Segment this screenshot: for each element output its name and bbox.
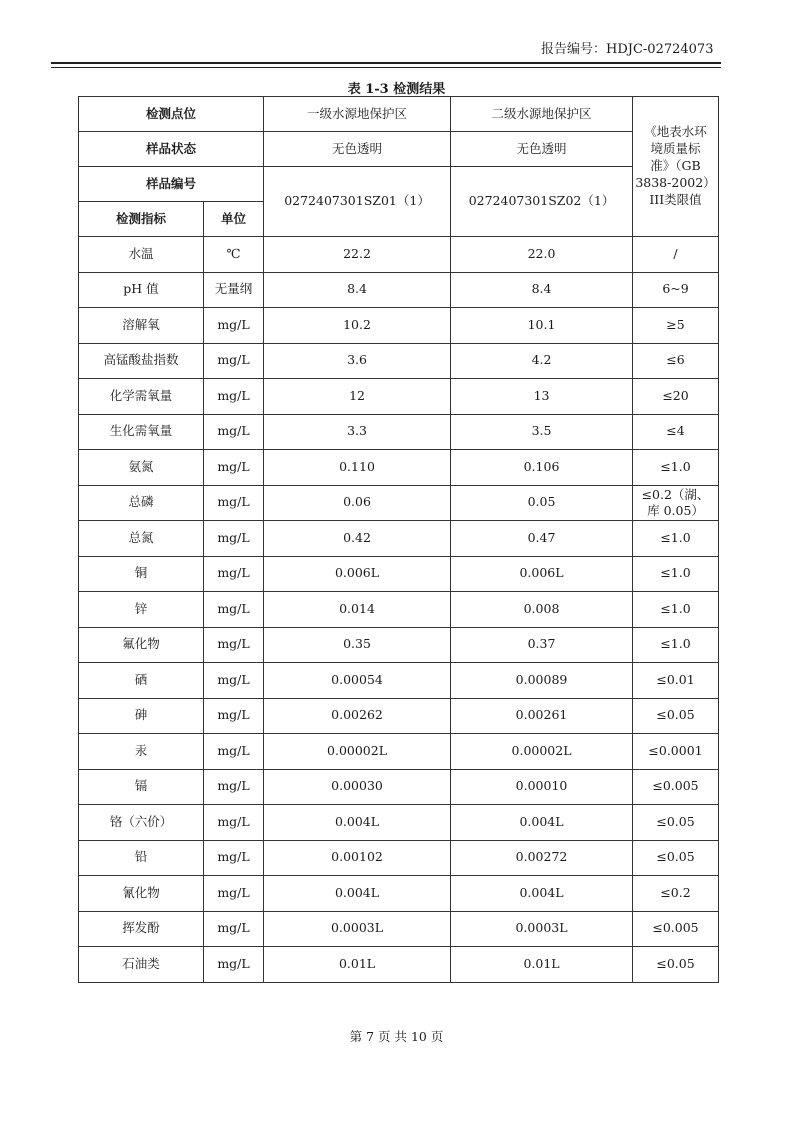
site1-name: 一级水源地保护区 bbox=[264, 97, 451, 132]
site1-value: 22.2 bbox=[264, 237, 451, 273]
limit-cell: ≤4 bbox=[633, 414, 719, 450]
indicator-name: 氨氮 bbox=[79, 450, 204, 486]
unit-cell: 无量纲 bbox=[204, 272, 264, 308]
site2-state: 无色透明 bbox=[451, 132, 633, 167]
site2-value: 13 bbox=[451, 379, 633, 415]
site2-value: 4.2 bbox=[451, 343, 633, 379]
site1-value: 0.014 bbox=[264, 592, 451, 628]
label-unit: 单位 bbox=[204, 202, 264, 237]
indicator-name: 溶解氧 bbox=[79, 308, 204, 344]
label-indicator: 检测指标 bbox=[79, 202, 204, 237]
limit-cell: ≤0.05 bbox=[633, 698, 719, 734]
unit-cell: mg/L bbox=[204, 308, 264, 344]
limit-cell: ≤1.0 bbox=[633, 521, 719, 557]
site2-value: 0.0003L bbox=[451, 911, 633, 947]
site1-value: 0.00262 bbox=[264, 698, 451, 734]
indicator-name: 挥发酚 bbox=[79, 911, 204, 947]
site1-value: 3.3 bbox=[264, 414, 451, 450]
table-row bbox=[79, 698, 719, 734]
table-row bbox=[79, 450, 719, 486]
site2-value: 0.37 bbox=[451, 627, 633, 663]
indicator-name: 水温 bbox=[79, 237, 204, 273]
site1-state: 无色透明 bbox=[264, 132, 451, 167]
page-footer: 第 7 页 共 10 页 bbox=[349, 1029, 444, 1044]
table-row bbox=[79, 414, 719, 450]
table-row bbox=[79, 911, 719, 947]
standard-line5: III类限值 bbox=[649, 191, 702, 207]
limit-cell: ≤0.01 bbox=[633, 663, 719, 699]
report-number: 报告编号：HDJC-02724073 bbox=[541, 42, 714, 57]
site1-value: 0.004L bbox=[264, 805, 451, 841]
unit-cell: mg/L bbox=[204, 769, 264, 805]
standard-header bbox=[633, 97, 719, 237]
unit-cell: mg/L bbox=[204, 521, 264, 557]
limit-cell: ≥5 bbox=[633, 308, 719, 344]
site1-value: 0.00030 bbox=[264, 769, 451, 805]
label-state: 样品状态 bbox=[79, 132, 264, 167]
standard-line3: 准》（GB bbox=[650, 158, 701, 174]
site2-value: 8.4 bbox=[451, 272, 633, 308]
unit-cell: mg/L bbox=[204, 840, 264, 876]
unit-cell: mg/L bbox=[204, 592, 264, 628]
indicator-name: 化学需氧量 bbox=[79, 379, 204, 415]
site1-value: 0.00054 bbox=[264, 663, 451, 699]
table-row bbox=[79, 556, 719, 592]
site2-value: 0.004L bbox=[451, 805, 633, 841]
site2-value: 0.00261 bbox=[451, 698, 633, 734]
site2-sample-no: 0272407301SZ02（1） bbox=[451, 167, 633, 237]
site2-value: 0.47 bbox=[451, 521, 633, 557]
table-caption: 表 1-3 检测结果 bbox=[347, 82, 446, 97]
site2-value: 0.004L bbox=[451, 876, 633, 912]
site1-value: 8.4 bbox=[264, 272, 451, 308]
header-row-state bbox=[79, 132, 719, 167]
table-row bbox=[79, 308, 719, 344]
limit-line1: ≤0.2（湖、 bbox=[641, 487, 710, 503]
limit-cell: ≤0.005 bbox=[633, 769, 719, 805]
limit-cell: ≤0.0001 bbox=[633, 734, 719, 770]
header-row-point bbox=[79, 97, 719, 132]
site2-value: 0.00010 bbox=[451, 769, 633, 805]
site2-value: 10.1 bbox=[451, 308, 633, 344]
unit-cell: mg/L bbox=[204, 343, 264, 379]
label-point: 检测点位 bbox=[79, 97, 264, 132]
site2-name: 二级水源地保护区 bbox=[451, 97, 633, 132]
limit-cell: ≤0.05 bbox=[633, 840, 719, 876]
unit-cell: mg/L bbox=[204, 379, 264, 415]
table-row bbox=[79, 663, 719, 699]
site1-value: 0.01L bbox=[264, 947, 451, 983]
indicator-name: 硒 bbox=[79, 663, 204, 699]
indicator-name: 生化需氧量 bbox=[79, 414, 204, 450]
unit-cell: mg/L bbox=[204, 556, 264, 592]
site1-value: 10.2 bbox=[264, 308, 451, 344]
site2-value: 22.0 bbox=[451, 237, 633, 273]
site1-value: 0.006L bbox=[264, 556, 451, 592]
site2-value: 3.5 bbox=[451, 414, 633, 450]
standard-line2: 境质量标 bbox=[650, 141, 701, 157]
site1-value: 0.42 bbox=[264, 521, 451, 557]
table-row bbox=[79, 840, 719, 876]
limit-cell: ≤0.2 bbox=[633, 876, 719, 912]
site2-value: 0.00089 bbox=[451, 663, 633, 699]
table-row bbox=[79, 592, 719, 628]
indicator-name: 铬（六价） bbox=[79, 805, 204, 841]
results-table bbox=[78, 96, 719, 983]
site1-value: 12 bbox=[264, 379, 451, 415]
site2-value: 0.00272 bbox=[451, 840, 633, 876]
limit-cell: ≤1.0 bbox=[633, 627, 719, 663]
limit-cell: ≤0.005 bbox=[633, 911, 719, 947]
site1-value: 0.004L bbox=[264, 876, 451, 912]
table-row bbox=[79, 734, 719, 770]
standard-line4: 3838-2002） bbox=[635, 174, 716, 190]
unit-cell: mg/L bbox=[204, 947, 264, 983]
table-row bbox=[79, 521, 719, 557]
site1-value: 0.0003L bbox=[264, 911, 451, 947]
table-row bbox=[79, 485, 719, 521]
indicator-name: 镉 bbox=[79, 769, 204, 805]
table-row bbox=[79, 237, 719, 273]
indicator-name: 总氮 bbox=[79, 521, 204, 557]
unit-cell: ℃ bbox=[204, 237, 264, 273]
indicator-name: 汞 bbox=[79, 734, 204, 770]
site1-value: 3.6 bbox=[264, 343, 451, 379]
site1-sample-no: 0272407301SZ01（1） bbox=[264, 167, 451, 237]
site2-value: 0.00002L bbox=[451, 734, 633, 770]
standard-line1: 《地表水环 bbox=[644, 124, 707, 140]
unit-cell: mg/L bbox=[204, 876, 264, 912]
site1-value: 0.06 bbox=[264, 485, 451, 521]
limit-cell: ≤1.0 bbox=[633, 592, 719, 628]
site1-value: 0.110 bbox=[264, 450, 451, 486]
limit-cell bbox=[633, 485, 719, 521]
indicator-name: 总磷 bbox=[79, 485, 204, 521]
unit-cell: mg/L bbox=[204, 805, 264, 841]
limit-cell: ≤20 bbox=[633, 379, 719, 415]
limit-cell: ≤6 bbox=[633, 343, 719, 379]
indicator-name: 石油类 bbox=[79, 947, 204, 983]
indicator-name: 铜 bbox=[79, 556, 204, 592]
header-rule-thin bbox=[51, 67, 721, 68]
label-sample-no: 样品编号 bbox=[79, 167, 264, 202]
indicator-name: 氰化物 bbox=[79, 876, 204, 912]
indicator-name: 高锰酸盐指数 bbox=[79, 343, 204, 379]
indicator-name: pH 值 bbox=[79, 272, 204, 308]
unit-cell: mg/L bbox=[204, 911, 264, 947]
indicator-name: 氟化物 bbox=[79, 627, 204, 663]
unit-cell: mg/L bbox=[204, 734, 264, 770]
limit-cell: ≤0.05 bbox=[633, 947, 719, 983]
site1-value: 0.00002L bbox=[264, 734, 451, 770]
limit-cell: ≤0.05 bbox=[633, 805, 719, 841]
site1-value: 0.00102 bbox=[264, 840, 451, 876]
table-row bbox=[79, 343, 719, 379]
limit-cell: / bbox=[633, 237, 719, 273]
limit-cell: 6~9 bbox=[633, 272, 719, 308]
unit-cell: mg/L bbox=[204, 663, 264, 699]
site2-value: 0.006L bbox=[451, 556, 633, 592]
indicator-name: 铅 bbox=[79, 840, 204, 876]
unit-cell: mg/L bbox=[204, 485, 264, 521]
header-row-sample-no bbox=[79, 167, 719, 202]
site2-value: 0.106 bbox=[451, 450, 633, 486]
indicator-name: 砷 bbox=[79, 698, 204, 734]
table-row bbox=[79, 379, 719, 415]
site2-value: 0.008 bbox=[451, 592, 633, 628]
unit-cell: mg/L bbox=[204, 698, 264, 734]
indicator-name: 锌 bbox=[79, 592, 204, 628]
limit-line2: 库 0.05） bbox=[647, 502, 704, 518]
header-rule-thick bbox=[51, 62, 721, 64]
table-row bbox=[79, 876, 719, 912]
site2-value: 0.05 bbox=[451, 485, 633, 521]
table-row bbox=[79, 627, 719, 663]
unit-cell: mg/L bbox=[204, 414, 264, 450]
table-row bbox=[79, 805, 719, 841]
limit-cell: ≤1.0 bbox=[633, 450, 719, 486]
unit-cell: mg/L bbox=[204, 450, 264, 486]
site2-value: 0.01L bbox=[451, 947, 633, 983]
unit-cell: mg/L bbox=[204, 627, 264, 663]
site1-value: 0.35 bbox=[264, 627, 451, 663]
table-row bbox=[79, 769, 719, 805]
table-row bbox=[79, 272, 719, 308]
limit-cell: ≤1.0 bbox=[633, 556, 719, 592]
table-row bbox=[79, 947, 719, 983]
